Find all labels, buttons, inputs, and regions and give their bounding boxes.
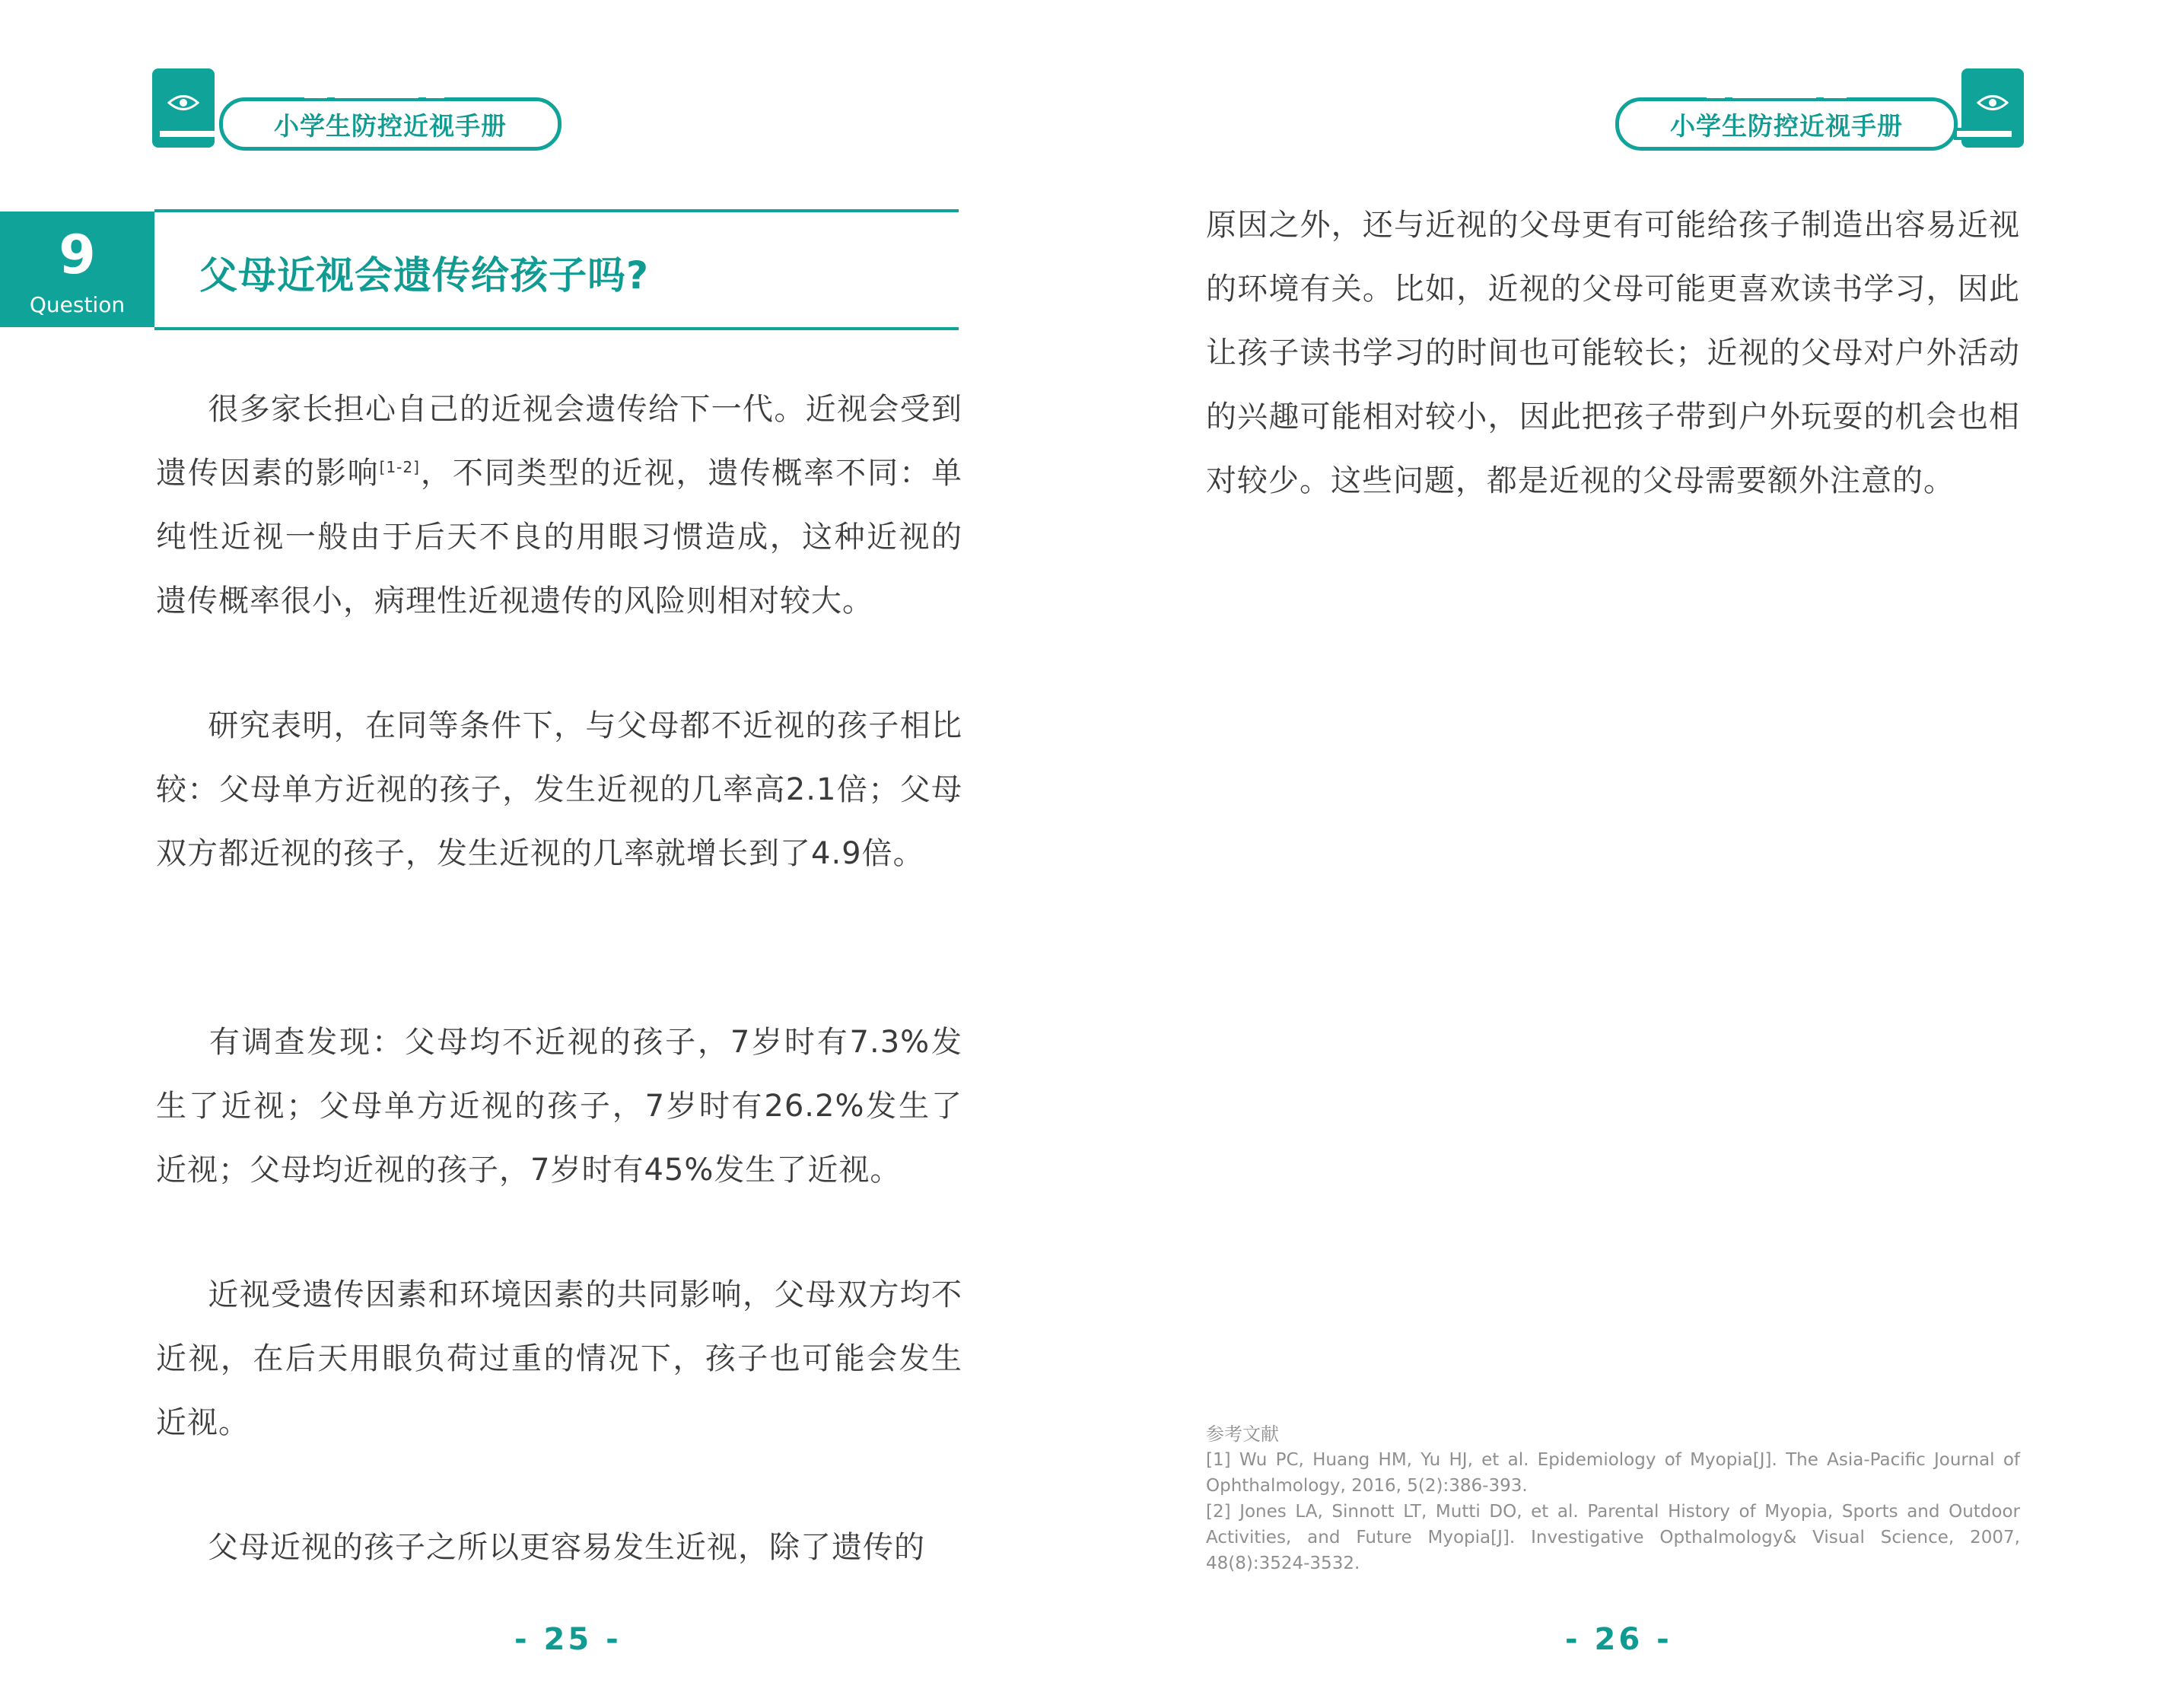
header-title-pill — [219, 97, 562, 151]
left-header — [152, 68, 563, 152]
paragraph-3 — [156, 1010, 962, 1202]
paragraph-5-text: 父母近视的孩子之所以更容易发生近视，除了遗传的 — [208, 1530, 925, 1565]
question-label: Question — [29, 292, 126, 317]
title-rule-top — [154, 209, 959, 212]
paragraph-5 — [156, 1516, 962, 1579]
left-page — [0, 0, 1078, 1708]
paragraph-1-text: 很多家长担心自己的近视会遗传给下一代。近视会受到遗传因素的影响 — [156, 392, 962, 491]
references-heading: 参考文献 — [1206, 1423, 1279, 1445]
right-page — [1078, 0, 2157, 1708]
question-number: 9 — [59, 224, 96, 286]
reference-2: [2] Jones LA, Sinnott LT, Mutti DO, et al. Parental History of Myopia, Sports and Outdoor Activities, and Future Myopia[J]. Investigative Opthalmology& Visual Science, 2007, 48(8):3524-3532. — [1206, 1502, 2020, 1573]
eye-icon — [167, 93, 199, 113]
paragraph-2 — [156, 694, 962, 886]
page-number-right: - 26 - — [1565, 1622, 1672, 1657]
references — [1206, 1421, 2020, 1576]
eye-icon — [1977, 93, 2009, 113]
title-rule-bottom — [154, 327, 959, 330]
header-title: 小学生防控近视手册 — [274, 110, 507, 141]
question-badge — [0, 212, 154, 327]
page-number-left: - 25 - — [514, 1622, 622, 1657]
question-title: 父母近视会遗传给孩子吗? — [199, 253, 650, 297]
paragraph-4 — [156, 1263, 962, 1455]
paragraph-continued — [1206, 193, 2020, 513]
paragraph-2-text: 研究表明，在同等条件下，与父母都不近视的孩子相比较：父母单方近视的孩子，发生近视的几率高2.1倍；父母双方都近视的孩子，发生近视的几率就增长到了4.9倍。 — [156, 708, 962, 871]
paragraph-continued-text: 原因之外，还与近视的父母更有可能给孩子制造出容易近视的环境有关。比如，近视的父母可能更喜欢读书学习，因此让孩子读书学习的时间也可能较长；近视的父母对户外活动的兴趣可能相对较小，因此把孩子带到户外玩耍的机会也相对较少。这些问题，都是近视的父母需要额外注意的。 — [1206, 208, 2020, 498]
paragraph-4-text: 近视受遗传因素和环境因素的共同影响，父母双方均不近视，在后天用眼负荷过重的情况下，孩子也可能会发生近视。 — [156, 1277, 962, 1440]
citation-ref: [1-2] — [379, 458, 420, 476]
header-title-pill — [1615, 97, 1958, 151]
paragraph-1-text-cont: ，不同类型的近视，遗传概率不同：单纯性近视一般由于后天不良的用眼习惯造成，这种近视的遗传概率很小，病理性近视遗传的风险则相对较大。 — [156, 456, 963, 619]
paragraph-1 — [156, 377, 962, 633]
book-badge — [1961, 68, 2024, 148]
paragraph-3-text: 有调查发现：父母均不近视的孩子，7岁时有7.3%发生了近视；父母单方近视的孩子，7岁时有26.2%发生了近视；父母均近视的孩子，7岁时有45%发生了近视。 — [156, 1025, 962, 1188]
reference-1: [1] Wu PC, Huang HM, Yu HJ, et al. Epidemiology of Myopia[J]. The Asia-Pacific Journal of Ophthalmology, 2016, 5(2):386-393. — [1206, 1450, 2020, 1496]
header-title: 小学生防控近视手册 — [1670, 110, 1903, 141]
right-header — [1615, 68, 2026, 152]
book-badge — [152, 68, 215, 148]
